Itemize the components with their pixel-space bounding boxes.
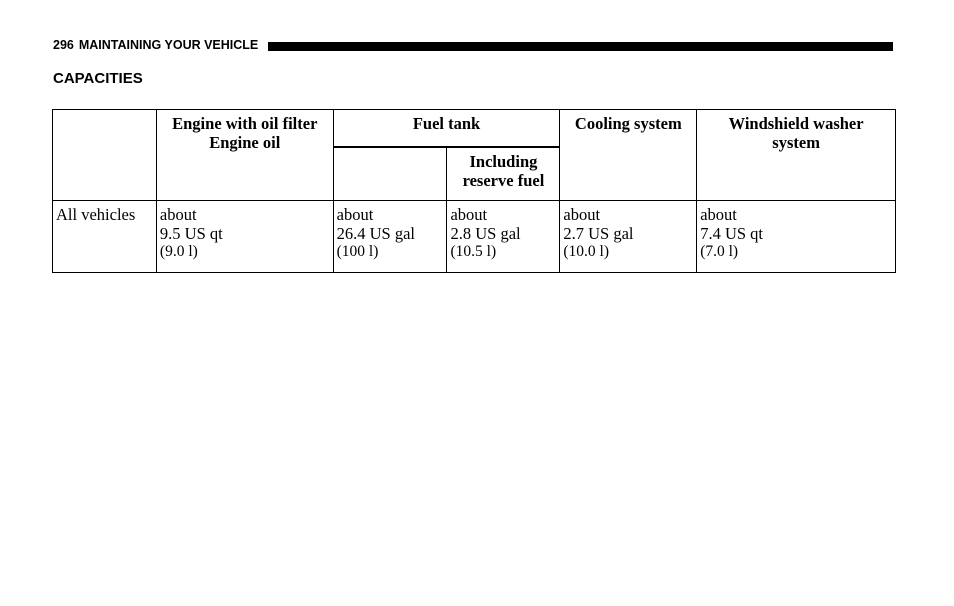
table-header-washer [697,110,896,201]
cell-line: 26.4 US gal [336,223,416,243]
table-header-corner [53,110,157,201]
cell-line: (10.0 l) [563,243,610,260]
table-header-cooling: Cooling system [560,110,697,201]
cell-line: (100 l) [336,243,379,260]
cell-line: about [336,205,374,224]
page-title: CAPACITIES [53,70,143,87]
row-label: All vehicles [53,201,157,273]
table-row [53,201,896,273]
header-washer-line-2: system [772,132,820,152]
cell-line: 2.8 US gal [450,223,521,243]
section-name: MAINTAINING YOUR VEHICLE [78,38,259,52]
header-reserve-line-1: Including [469,152,538,171]
cell-washer-system [697,201,896,273]
cell-line: (7.0 l) [700,243,739,260]
page-number: 296 [53,38,74,52]
header-engine-line-2: Engine oil [209,132,281,152]
cell-line: (10.5 l) [450,243,497,260]
cell-cooling-system [560,201,697,273]
cell-fuel-tank [333,201,447,273]
table-header-engine [156,110,333,201]
capacities-table [52,109,896,273]
cell-line: about [700,205,737,224]
header-reserve-line-2: reserve fuel [462,170,545,190]
header-washer-line-1: Windshield washer [728,114,864,133]
cell-line: (9.0 l) [159,243,198,260]
cell-line: about [159,205,197,224]
cell-engine-oil [156,201,333,273]
header-rule [268,42,893,51]
running-header [53,37,893,53]
table-subheader-fuel-blank [333,147,447,201]
cell-line: 2.7 US gal [563,223,634,243]
cell-line: 9.5 US qt [159,223,223,243]
cell-line: 7.4 US qt [700,223,764,243]
table-header-row [53,110,896,148]
table-subheader-reserve-fuel [447,147,560,201]
header-engine-line-1: Engine with oil filter [172,114,318,133]
cell-line: about [450,205,488,224]
cell-line: about [563,205,601,224]
table-header-fuel-tank: Fuel tank [333,110,560,148]
cell-reserve-fuel [447,201,560,273]
